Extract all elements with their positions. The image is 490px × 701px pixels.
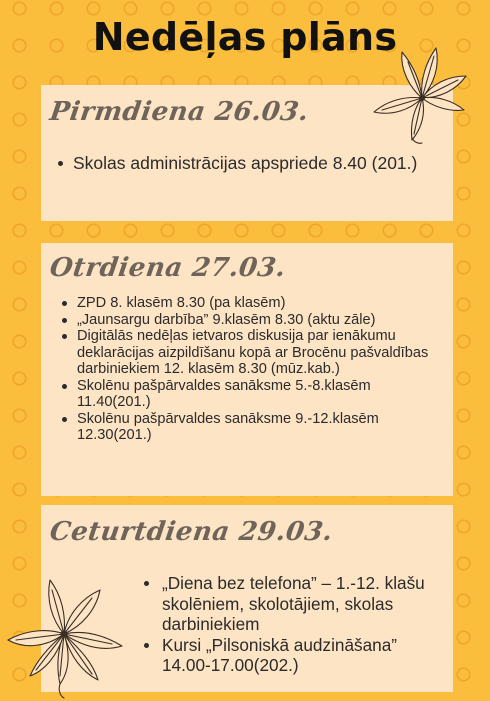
day-heading: Pirmdiena 26.03.	[47, 97, 311, 127]
list-item: Kursi „Pilsoniskā audzināšana” 14.00-17.00(202.)	[142, 635, 442, 676]
page-title: Nedēļas plāns	[92, 15, 398, 59]
lily-flower-icon	[352, 40, 472, 145]
day-heading: Ceturtdiena 29.03.	[47, 517, 335, 547]
list-item: „Jaunsargu darbība” 9.klasēm 8.30 (aktu zāle)	[59, 312, 434, 329]
event-list	[142, 573, 442, 676]
list-item: Skolas administrācijas apspriede 8.40 (201.)	[55, 152, 450, 174]
list-item: ZPD 8. klasēm 8.30 (pa klasēm)	[59, 295, 434, 312]
list-item: Skolēnu pašpārvaldes sanāksme 5.-8.klasēm 11.40(201.)	[59, 378, 434, 411]
list-item: Skolēnu pašpārvaldes sanāksme 9.-12.klasēm 12.30(201.)	[59, 411, 434, 444]
day-card-tuesday	[41, 243, 453, 496]
list-item: Digitālās nedēļas ietvaros diskusija par ienākumu deklarācijas aizpildīšanu kopā ar Brocēnu pašvaldības darbiniekiem 12. klasēm 8.30 (mūz.kab.)	[59, 328, 434, 378]
lily-flower-icon	[2, 572, 132, 700]
event-list	[55, 152, 450, 174]
list-item: „Diena bez telefona” – 1.-12. klašu skolēniem, skolotājiem, skolas darbiniekiem	[142, 573, 442, 635]
event-list	[59, 295, 434, 444]
day-heading: Otrdiena 27.03.	[47, 253, 288, 283]
